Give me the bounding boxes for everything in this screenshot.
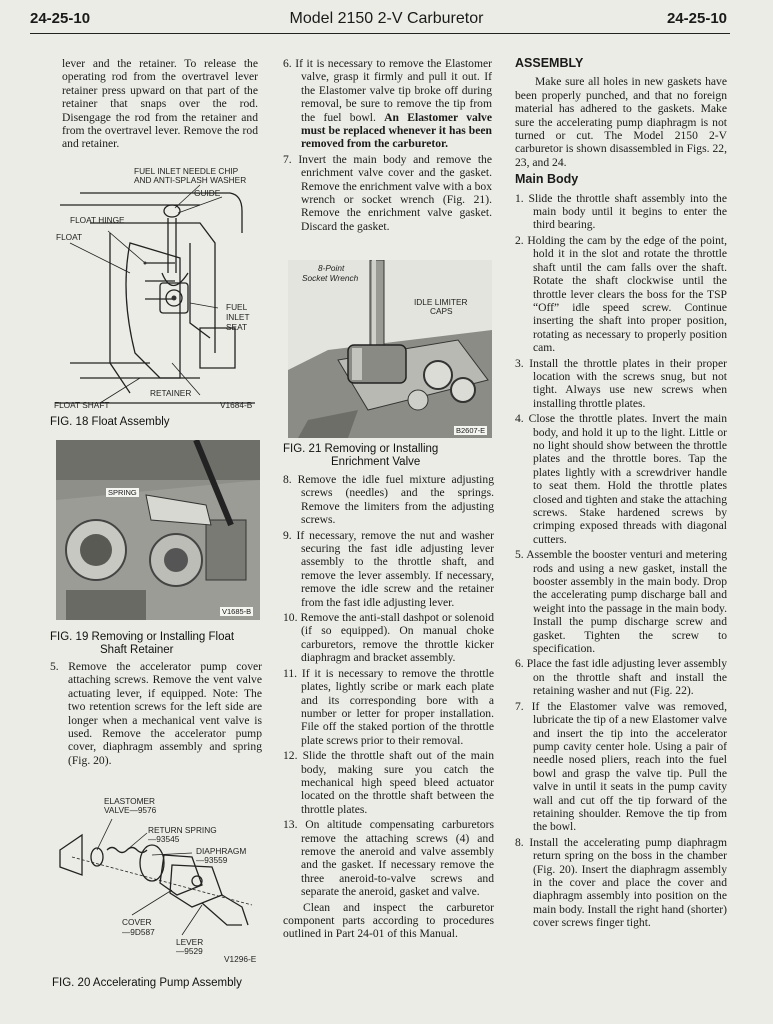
assembly-paragraph: Make sure all holes in new gaskets have been properly punched, and that no foreign material has adhered to the gaskets. Make sure the accelerating pump diaphragm is not turned or cut. The Model 2150 2-V carburetor is shown disassembled in Figs. 22, 23, and 24. (515, 75, 727, 169)
label-idle-limiter: IDLE LIMITER (414, 297, 468, 307)
header-rule (30, 33, 730, 34)
label-float: FLOAT (56, 232, 83, 242)
figure-21-code: B2607-E (456, 426, 486, 435)
step-8-text: 8. Remove the idle fuel mixture adjusting screws (needles) and the springs. Remove the limiters from the adjusting screws. (283, 473, 494, 527)
step-5-text: 5. Remove the accelerator pump cover attaching screws. Remove the vent valve actuating lever, if equipped. Note: The two retention screws for the left side are longer when a mechanical vent valve is used. Remove the accelerator pump cover, diaphragm assembly and spring (Fig. 20). (50, 660, 262, 767)
step-6 (283, 57, 492, 151)
page-number-left: 24-25-10 (30, 10, 91, 27)
assembly-heading: ASSEMBLY (515, 56, 584, 70)
label-fuel: FUEL (226, 302, 248, 312)
step-10-text: 10. Remove the anti-stall dashpot or solenoid (if so equipped). On manual choke carburetors, remove the throttle kicker diaphragm and bracket assembly. (283, 611, 494, 665)
label-return-spring-part: —93545 (148, 834, 180, 844)
main-body-step: 4. Close the throttle plates. Invert the main body, and hold it up to the light. Little or no light should show between the throttle plates and the throttle bores. Tap the plates lightly with a screwdriver handle to seat them. Hold the throttle plates closed and tighten and stake the attaching screws. Stake hardened screws by crimping exposed threads with diagonal cutters. (515, 412, 727, 546)
label-cover-part: —9D587 (122, 927, 155, 937)
main-body-step: 3. Install the throttle plates in their proper location with the screws snug, but not tight. Always use new screws when installing throttle plates. (515, 356, 727, 410)
figure-18-caption: FIG. 18 Float Assembly (50, 416, 170, 428)
label-lever-part: —9529 (176, 946, 203, 956)
label-retainer: RETAINER (150, 388, 192, 398)
label-seat: SEAT (226, 322, 248, 332)
figure-20-caption: FIG. 20 Accelerating Pump Assembly (52, 977, 242, 989)
accelerating-pump-drawing (52, 795, 262, 971)
label-anti-splash-washer: AND ANTI-SPLASH WASHER (134, 175, 247, 185)
column-3 (515, 57, 727, 932)
main-body-step: 5. Assemble the booster venturi and metering rods and using a new gasket, install the booster assembly in the main body. Drop the accelerating pump discharge ball and weight into the passage in the main body. Install the pump discharge screw and gasket. Tighten the screw to specification. (515, 548, 727, 656)
main-body-step: 1. Slide the throttle shaft assembly into the main body until it begins to enter the third bearing. (515, 191, 727, 232)
step-6-warning: An Elastomer valve must be replaced whenever it has been removed from the carburetor. (301, 110, 492, 151)
label-elastomer: ELASTOMER (104, 796, 156, 806)
figure-21-caption-line-2: Enrichment Valve (331, 456, 421, 468)
label-return-spring: RETURN SPRING (148, 825, 217, 835)
label-float-hinge: FLOAT HINGE (70, 215, 125, 225)
figure-19-code: V1685-B (222, 607, 252, 616)
step-12-text: 12. Slide the throttle shaft out of the main body, making sure you catch the mechanical high speed bleed actuator located on the throttle shaft between the throttle plates. (283, 749, 494, 816)
figure-18-code: V1684-B (220, 400, 253, 410)
figure-19-caption-line-1: FIG. 19 Removing or Installing Float (50, 631, 235, 643)
step-6-text: 6. If it is necessary to remove the Elastomer valve, grasp it firmly and pull it out. If the Elastomer valve tip broke off during removal, be sure to remove the tip from the fuel bowl. (283, 57, 492, 124)
step-13-text: 13. On altitude compensating carburetors remove the attaching screws (4) and remove the aneroid and valve assembly and the gasket. If necessary remove the three aneroid-to-valve screws and separate the aneroid, gasket and valve. (283, 818, 494, 899)
column-2-steps (283, 473, 494, 943)
figure-21-caption (283, 443, 493, 469)
label-8-point: 8-Point (318, 263, 345, 273)
figure-21-photo (288, 260, 492, 438)
enrichment-valve-photo (288, 260, 492, 438)
label-diaphragm: DIAPHRAGM (196, 846, 247, 856)
step-9-text: 9. If necessary, remove the nut and washer securing the fast idle adjusting lever assembly to the throttle shaft, and remove the lever assembly. If necessary, remove the idle screw and the retainer from the fast idle adjusting lever. (283, 528, 494, 609)
page-title: Model 2150 2-V Carburetor (289, 10, 484, 27)
figure-21-caption-line-1: FIG. 21 Removing or Installing (283, 443, 439, 455)
column-1-step-5 (50, 660, 262, 769)
label-caps: CAPS (430, 306, 453, 316)
page-number-right: 24-25-10 (666, 10, 727, 27)
intro-paragraph: lever and the retainer. To release the operating rod from the overtravel lever retainer press upward on that part of the retainer that snaps over the rod. Disengage the rod from the retainer and from the overtravel lever. Remove the rod and retainer. (62, 57, 258, 151)
label-diaphragm-part: —93559 (196, 855, 228, 865)
closing-paragraph: Clean and inspect the carburetor component parts according to procedures outlined in Part 24-01 of this Manual. (283, 900, 494, 941)
main-body-step: 8. Install the accelerating pump diaphragm return spring on the boss in the chamber (Fig. 20). Insert the diaphragm assembly in the cover and place the cover and diaphragm assembly into position on the main body. Install the right hand (shorter) cover screws finger tight. (515, 835, 727, 930)
figure-20-accelerating-pump (52, 795, 262, 971)
step-7-text: 7. Invert the main body and remove the enrichment valve cover and the gasket. Remove the enrichment valve with a box wrench or socket wrench (Fig. 21). Remove the enrichment valve gasket. Discard the gasket. (283, 152, 492, 233)
main-body-step: 7. If the Elastomer valve was removed, lubricate the tip of a new Elastomer valve and insert the tip into the accelerator pump cavity center hole. Using a pair of needle nosed pliers, reach into the fuel bowl and grasp the valve tip. Pull the valve in until it seats in the pump cavity wall and cut off the tip forward of the retaining shoulder. Remove the tip from the bowl. (515, 699, 727, 834)
label-needle-chip: FUEL INLET NEEDLE CHIP (134, 166, 239, 176)
figure-18-float-assembly (50, 163, 260, 413)
float-shaft-retainer-photo (56, 440, 260, 620)
label-elastomer-part: VALVE—9576 (104, 805, 157, 815)
column-1-intro (62, 57, 258, 153)
label-socket-wrench: Socket Wrench (302, 273, 359, 283)
main-body-step: 6. Place the fast idle adjusting lever assembly on the throttle shaft and install the retaining washer and nut (Fig. 22). (515, 657, 727, 698)
figure-19-caption-line-2: Shaft Retainer (100, 644, 174, 656)
label-float-shaft: FLOAT SHAFT (54, 400, 110, 410)
figure-19-photo (56, 440, 260, 620)
label-inlet: INLET (226, 312, 250, 322)
label-spring: SPRING (108, 488, 137, 497)
label-lever: LEVER (176, 937, 204, 947)
step-11-text: 11. If it is necessary to remove the throttle plates, lightly scribe or mark each plate and its corresponding bore with a number or letter for proper installation. File off the staked portion of the throttle plate screws prior to their removal. (283, 666, 494, 747)
label-cover: COVER (122, 917, 152, 927)
label-guide: GUIDE (194, 188, 221, 198)
figure-20-code: V1296-E (224, 954, 257, 964)
main-body-heading: Main Body (515, 172, 579, 187)
main-body-step: 2. Holding the cam by the edge of the point, hold it in the slot and rotate the throttle shaft until the cam falls over the shaft. Rotate the shaft clockwise until the throttle lever clears the boss for the TSP “Off” idle speed screw. Continue inserting the shaft into proper position, rotating as necessary to properly position cam. (515, 233, 727, 355)
float-assembly-drawing (50, 163, 260, 413)
column-2-top (283, 57, 492, 235)
figure-19-caption (50, 631, 260, 657)
